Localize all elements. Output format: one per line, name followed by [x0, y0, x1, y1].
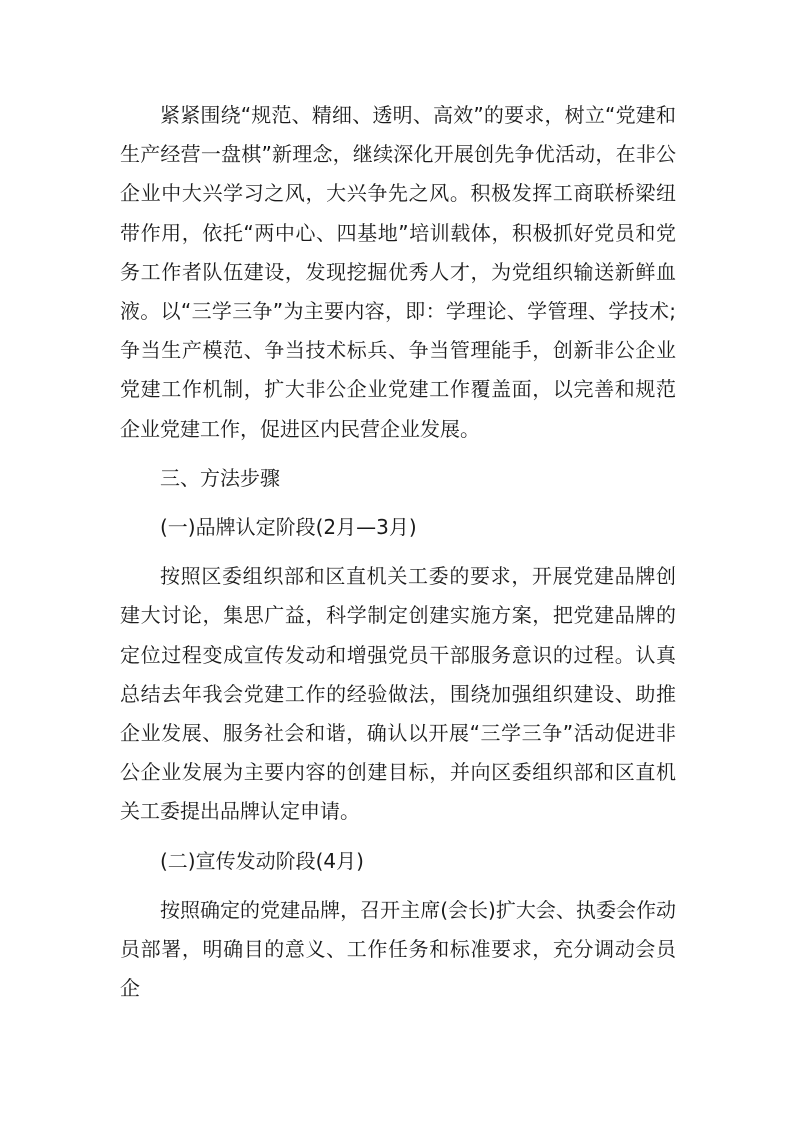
spacer [120, 881, 676, 891]
spacer [120, 832, 676, 842]
subheading-publicity-mobilization: (二)宣传发动阶段(4月) [160, 848, 364, 873]
paragraph-publicity-mobilization: 按照确定的党建品牌，召开主席(会长)扩大会、执委会作动员部署，明确目的意义、工作任务和标准要求，充分调动会员企 [120, 897, 676, 1001]
paragraph-brand-identification: 按照区委组织部和区直机关工委的要求，开展党建品牌创建大讨论，集思广益，科学制定创建实施方案，把党建品牌的定位过程变成宣传发动和增强党员干部服务意识的过程。认真总结去年我会党建工作的经验做法，围绕加强组织建设、助推企业发展、服务社会和谐，确认以开展“三学三争”活动促进非公企业发展为主要内容的创建目标，并向区委组织部和区直机关工委提出品牌认定申请。 [120, 564, 676, 824]
subheading-brand-identification: (一)品牌认定阶段(2月—3月) [160, 515, 417, 540]
spacer [120, 547, 676, 557]
spacer [120, 449, 676, 459]
paragraph-intro: 紧紧围绕“规范、精细、透明、高效”的要求，树立“党建和生产经营一盘棋”新理念，继续深化开展创先争优活动，在非公企业中大兴学习之风，大兴争先之风。积极发挥工商联桥梁纽带作用，依托“两中心、四基地”培训载体，积极抓好党员和党务工作者队伍建设，发现挖掘优秀人才，为党组织输送新鲜血液。以“三学三争”为主要内容，即：学理论、学管理、学技术;争当生产模范、争当技术标兵、争当管理能手，创新非公企业党建工作机制，扩大非公企业党建工作覆盖面，以完善和规范企业党建工作，促进区内民营企业发展。 [120, 103, 676, 441]
spacer [120, 498, 676, 508]
document-body [120, 96, 676, 1008]
section-heading-methods: 三、方法步骤 [160, 465, 280, 490]
